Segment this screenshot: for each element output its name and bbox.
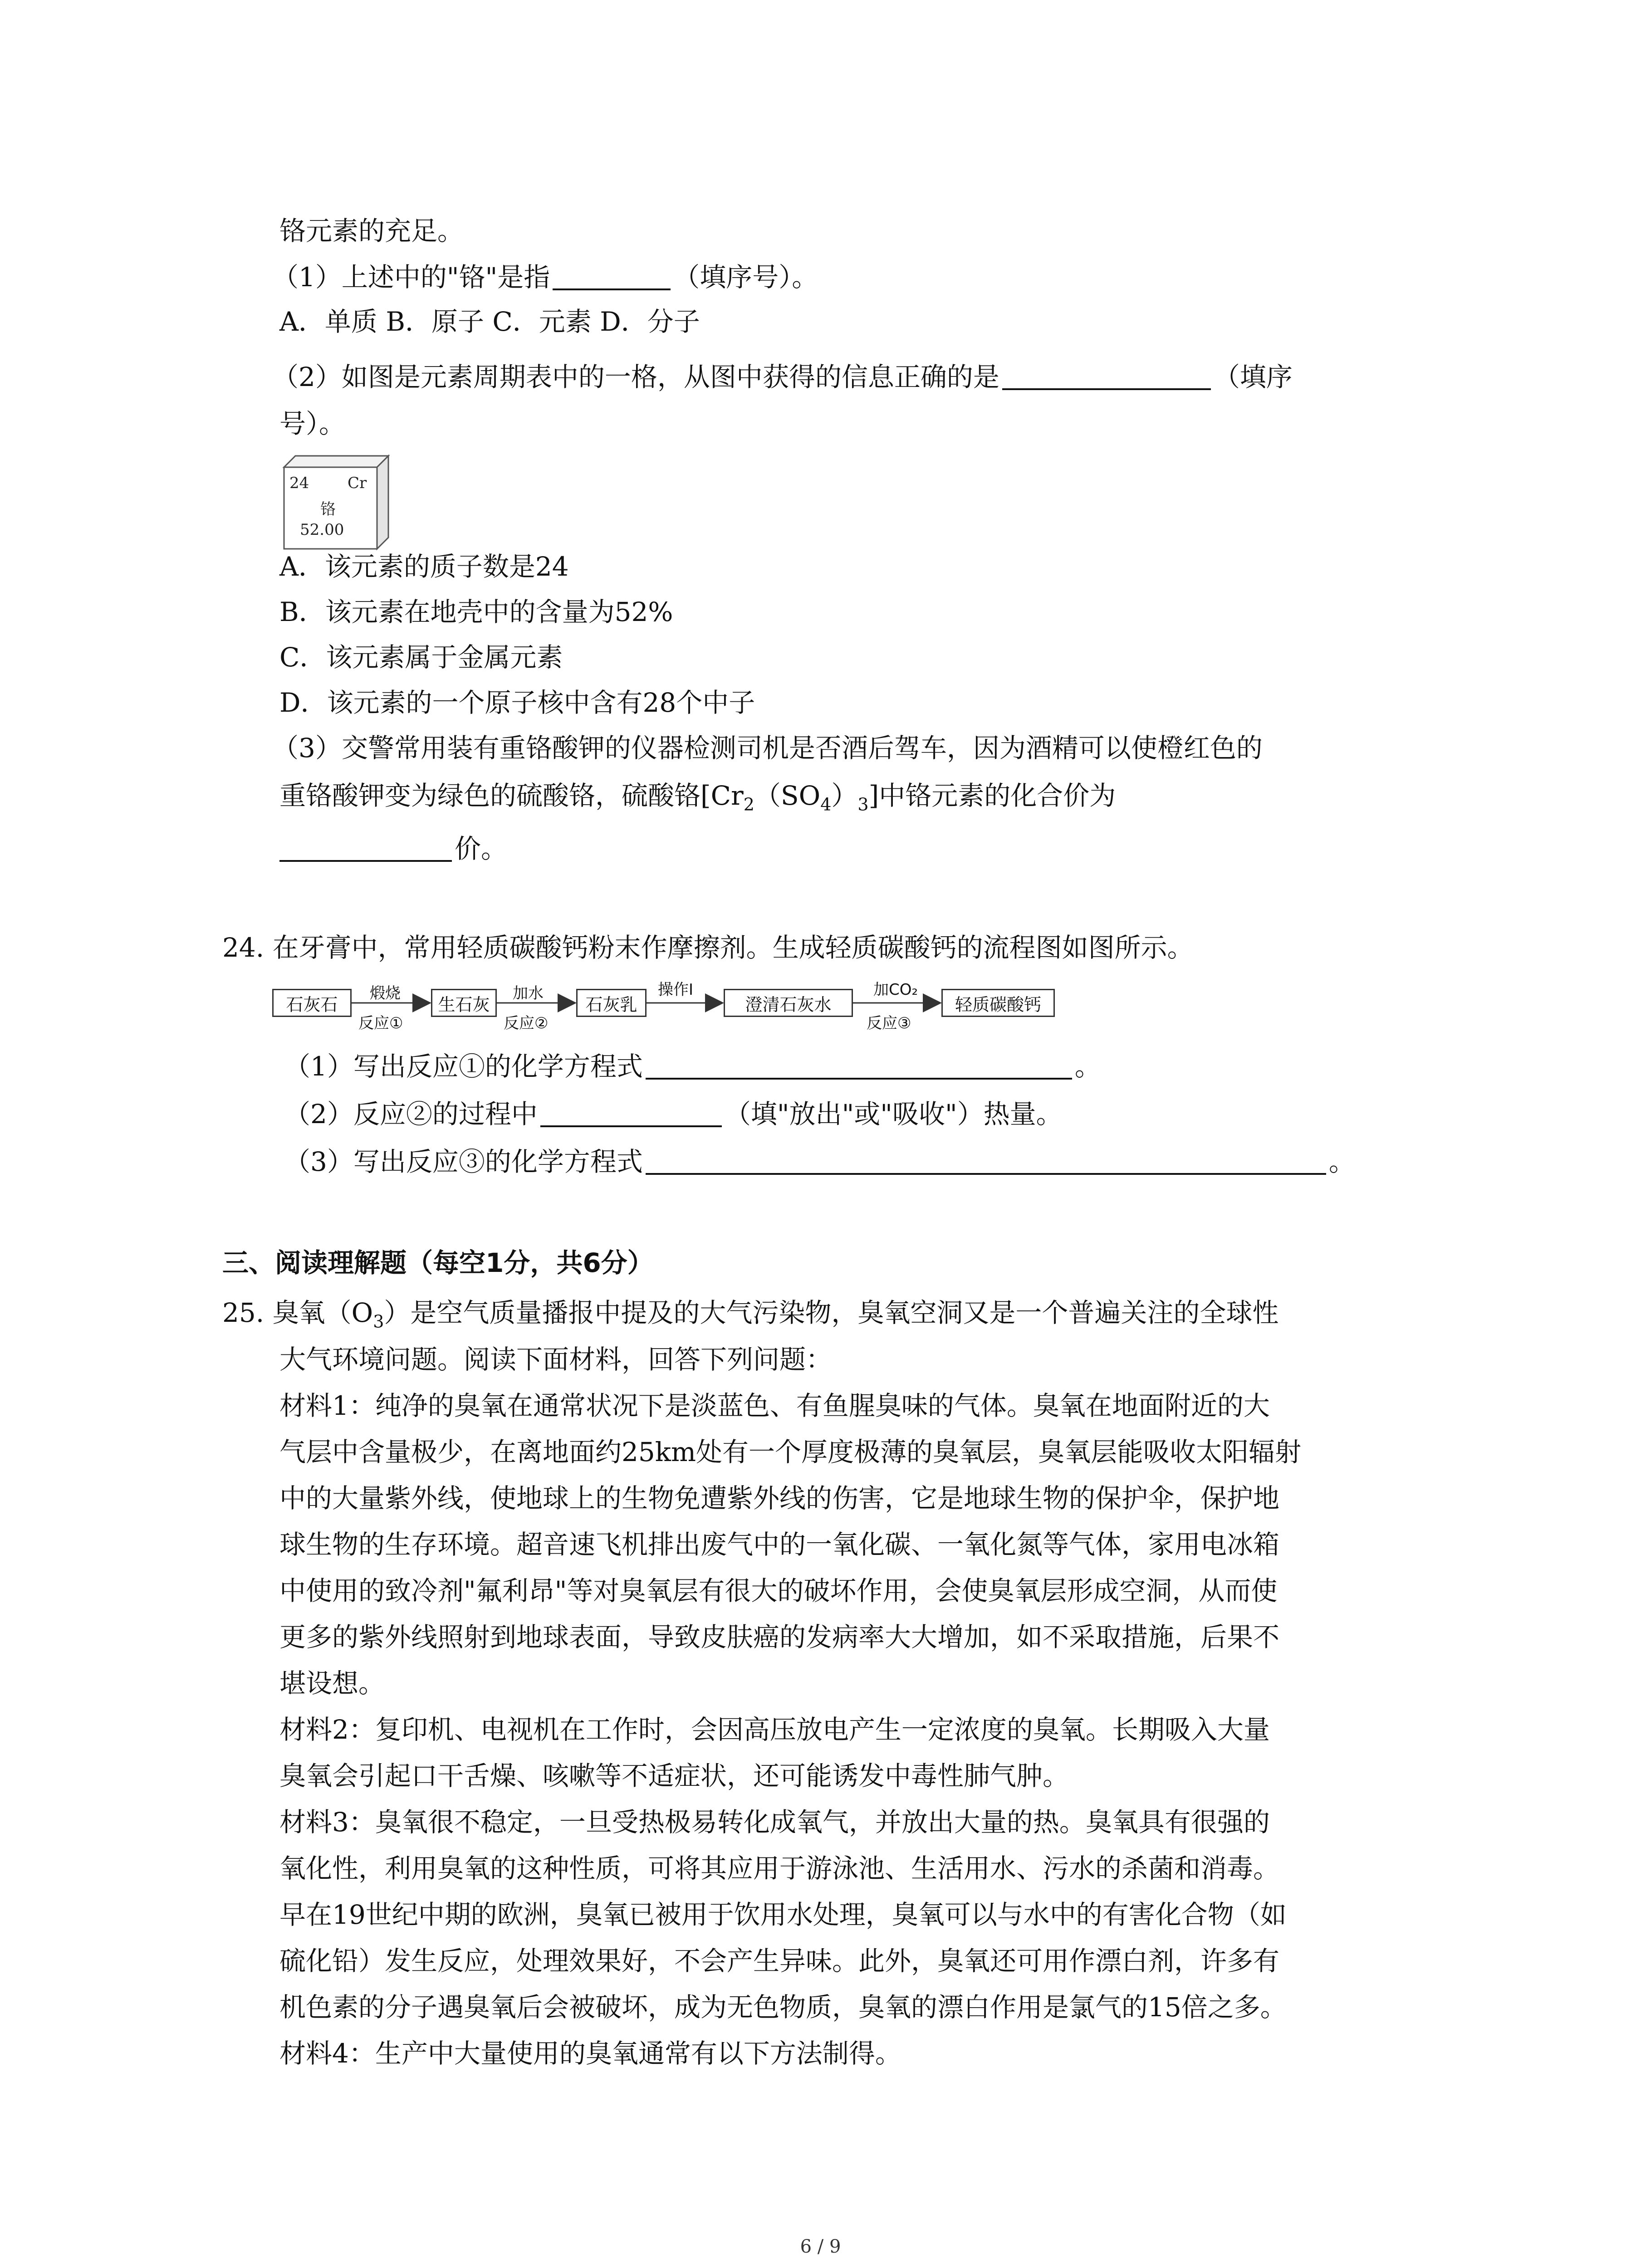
page-number: 6 / 9	[800, 2236, 841, 2257]
flow-label-add-water: 加水	[513, 984, 544, 1002]
flow-box-limewater: 澄清石灰水	[724, 989, 853, 1017]
formula-line	[279, 782, 1116, 813]
question-text: 。	[1328, 1146, 1355, 1177]
text-line: 号）。	[279, 408, 346, 439]
answer-blank[interactable]	[553, 263, 671, 290]
answer-blank[interactable]	[540, 1100, 722, 1127]
flow-label-operation: 操作Ⅰ	[658, 981, 694, 999]
flow-label-reaction-3: 反应③	[867, 1014, 911, 1032]
paragraph-line: 堪设想。	[279, 1668, 385, 1699]
paragraph-line: 早在19世纪中期的欧洲，臭氧已被用于饮用水处理，臭氧可以与水中的有害化合物（如	[279, 1899, 1287, 1930]
paragraph-line: 材料3：臭氧很不稳定，一旦受热极易转化成氧气，并放出大量的热。臭氧具有很强的	[279, 1807, 1270, 1838]
flow-box-quicklime: 生石灰	[431, 989, 497, 1017]
question-23-1	[272, 262, 818, 293]
option-b: B．该元素在地壳中的含量为52%	[279, 596, 673, 627]
paragraph-line: 氧化性，利用臭氧的这种性质，可将其应用于游泳池、生活用水、污水的杀菌和消毒。	[279, 1853, 1280, 1884]
atomic-mass: 52.00	[300, 521, 344, 539]
question-text: ]中铬元素的化合价为	[868, 780, 1116, 811]
answer-blank[interactable]	[1002, 363, 1211, 390]
question-24: 24. 在牙膏中，常用轻质碳酸钙粉末作摩擦剂。生成轻质碳酸钙的流程图如图所示。	[222, 932, 1194, 963]
question-text: （填序号）。	[673, 262, 818, 293]
question-text: 25. 臭氧（O	[222, 1297, 373, 1328]
paragraph-line: 中使用的致冷剂"氟利昂"等对臭氧层有很大的破坏作用，会使臭氧层形成空洞，从而使	[279, 1575, 1278, 1606]
paragraph-line: 中的大量紫外线，使地球上的生物免遭紫外线的伤害，它是地球生物的保护伞，保护地	[279, 1483, 1280, 1514]
periodic-table-cell	[279, 454, 393, 551]
flow-label-reaction-2: 反应②	[504, 1014, 549, 1032]
question-24-1	[284, 1052, 1101, 1080]
element-symbol: Cr	[348, 474, 367, 492]
question-23-3: （3）交警常用装有重铬酸钾的仪器检测司机是否酒后驾车，因为酒精可以使橙红色的	[272, 733, 1263, 763]
question-text: （1）写出反应①的化学方程式	[284, 1051, 643, 1082]
question-text: 。	[1074, 1051, 1101, 1082]
paragraph-line: 材料2：复印机、电视机在工作时，会因高压放电产生一定浓度的臭氧。长期吸入大量	[279, 1714, 1270, 1745]
flow-box-light-caco3: 轻质碳酸钙	[941, 989, 1055, 1017]
question-text: 重铬酸钾变为绿色的硫酸铬，硫酸铬[Cr	[279, 780, 744, 811]
question-25	[222, 1297, 1279, 1332]
formula-part: ）	[831, 780, 858, 811]
question-text: （2）反应②的过程中	[284, 1099, 538, 1129]
paragraph-line: 材料1：纯净的臭氧在通常状况下是淡蓝色、有鱼腥臭味的气体。臭氧在地面附近的大	[279, 1390, 1270, 1421]
atomic-number: 24	[289, 474, 309, 492]
answer-blank[interactable]	[279, 835, 452, 862]
option-c: C．该元素属于金属元素	[279, 642, 563, 673]
question-text: 价。	[455, 833, 508, 864]
section-heading: 三、阅读理解题（每空1分，共6分）	[222, 1247, 654, 1278]
paragraph-line: 球生物的生存环境。超音速飞机排出废气中的一氧化碳、一氧化氮等气体，家用电冰箱	[279, 1529, 1280, 1560]
paragraph-line: 臭氧会引起口干舌燥、咳嗽等不适症状，还可能诱发中毒性肺气肿。	[279, 1760, 1069, 1791]
question-text: ）是空气质量播报中提及的大气污染物，臭氧空洞又是一个普遍关注的全球性	[384, 1297, 1279, 1328]
paragraph-line: 材料4：生产中大量使用的臭氧通常有以下方法制得。	[279, 2038, 901, 2069]
subscript: 3	[373, 1311, 384, 1332]
flow-label-add-co2: 加CO₂	[873, 981, 918, 999]
text-line: 铬元素的充足。	[279, 215, 464, 246]
flow-label-calcine: 煅烧	[370, 984, 401, 1002]
paragraph-line: 硫化铅）发生反应，处理效果好，不会产生异味。此外，臭氧还可用作漂白剂，许多有	[279, 1945, 1280, 1976]
question-text: （3）写出反应③的化学方程式	[284, 1146, 643, 1177]
question-23-2	[272, 363, 1293, 390]
question-text: （1）上述中的"铬"是指	[272, 262, 550, 293]
option-d: D．该元素的一个原子核中含有28个中子	[279, 687, 755, 718]
answer-blank[interactable]	[646, 1052, 1072, 1080]
formula-part: （SO	[754, 780, 821, 811]
option-a: A．该元素的质子数是24	[279, 551, 569, 582]
question-text: （填序	[1213, 362, 1293, 392]
flow-chart	[272, 980, 1071, 1032]
paragraph-line: 更多的紫外线照射到地球表面，导致皮肤癌的发病率大大增加，如不采取措施，后果不	[279, 1622, 1280, 1652]
paragraph-line: 机色素的分子遇臭氧后会被破坏，成为无色物质，臭氧的漂白作用是氯气的15倍之多。	[279, 1992, 1287, 2023]
answer-blank[interactable]	[646, 1148, 1326, 1175]
paragraph-line: 气层中含量极少，在离地面约25km处有一个厚度极薄的臭氧层，臭氧层能吸收太阳辐射	[279, 1437, 1301, 1467]
question-24-3	[284, 1148, 1355, 1175]
subscript: 4	[820, 794, 832, 815]
subscript: 3	[857, 794, 869, 815]
element-name: 铬	[320, 500, 336, 518]
paragraph-line: 大气环境问题。阅读下面材料，回答下列问题：	[279, 1344, 833, 1375]
options-line: A．单质 B．原子 C．元素 D．分子	[279, 306, 700, 337]
answer-line	[279, 835, 507, 862]
subscript: 2	[743, 794, 754, 815]
question-text: （2）如图是元素周期表中的一格，从图中获得的信息正确的是	[272, 362, 999, 392]
flow-label-reaction-1: 反应①	[358, 1014, 403, 1032]
question-text: （填"放出"或"吸收"）热量。	[724, 1099, 1063, 1129]
flow-box-lime-milk: 石灰乳	[576, 989, 647, 1017]
flow-box-limestone: 石灰石	[272, 989, 352, 1017]
question-24-2	[284, 1100, 1063, 1127]
